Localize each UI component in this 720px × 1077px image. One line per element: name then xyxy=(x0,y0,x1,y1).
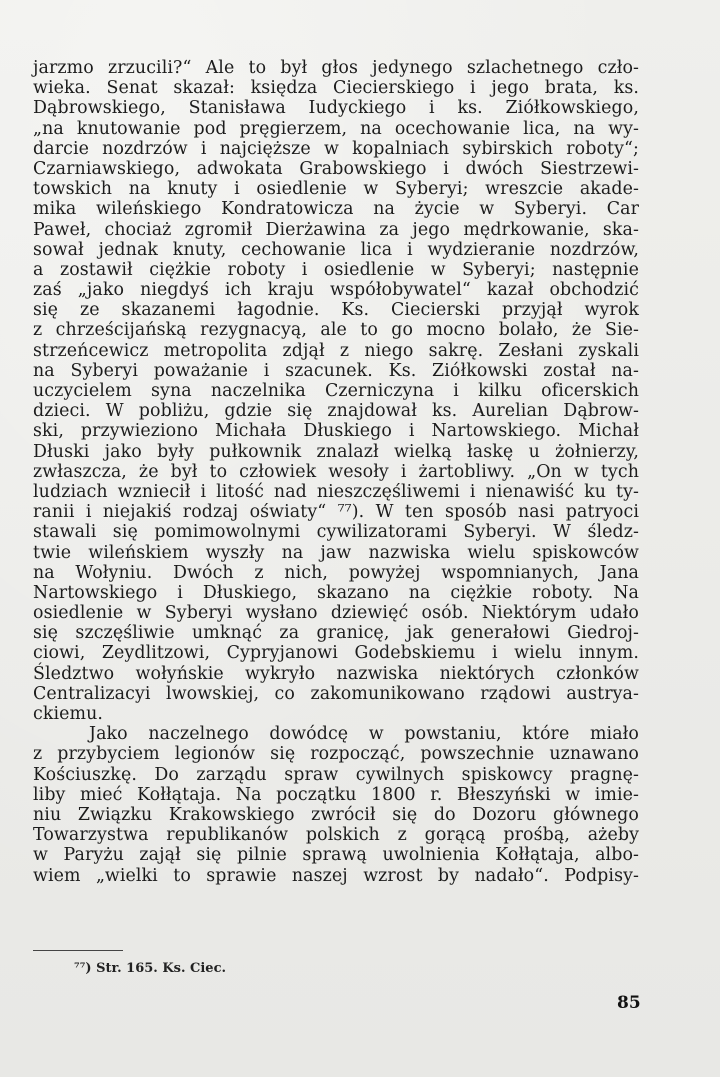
text-line: Kościuszkę. Do zarządu spraw cywilnych spiskowcy pragnę- xyxy=(33,764,639,785)
text-line: ski, przywieziono Michała Dłuskiego i Nartowskiego. Michał xyxy=(33,421,639,442)
text-line: Dłuski jako były pułkownik znalazł wielką łaskę u żołnierzy, xyxy=(33,441,639,462)
text-line: na Syberyi poważanie i szacunek. Ks. Ziółkowski został na- xyxy=(33,360,639,381)
text-line: się szczęśliwie umknąć za granicę, jak generałowi Giedroj- xyxy=(33,623,639,644)
text-line: osiedlenie w Syberyi wysłano dziewięć osób. Niektórym udało xyxy=(33,603,639,624)
page-number: 85 xyxy=(617,993,641,1013)
text-line: się ze skazanemi łagodnie. Ks. Ciecierski przyjął wyrok xyxy=(33,300,639,321)
text-line: sował jednak knuty, cechowanie lica i wydzieranie nozdrzów, xyxy=(33,239,639,260)
text-line: z przybyciem legionów się rozpocząć, powszechnie uznawano xyxy=(33,744,639,765)
text-line: Dąbrowskiego, Stanisława Iudyckiego i ks. Ziółkowskiego, xyxy=(33,98,639,119)
text-line: mika wileńskiego Kondratowicza na życie w Syberyi. Car xyxy=(33,199,639,220)
text-line: na Wołyniu. Dwóch z nich, powyżej wspomnianych, Jana xyxy=(33,562,639,583)
text-line: zaś „jako niegdyś ich kraju współobywatel“ kazał obchodzić xyxy=(33,280,639,301)
text-line: strzeńcewicz metropolita zdjął z niego sakrę. Zesłani zyskali xyxy=(33,340,639,361)
text-line: niu Związku Krakowskiego zwrócił się do Dozoru głównego xyxy=(33,804,639,825)
text-line: liby mieć Kołłątaja. Na początku 1800 r. Błeszyński w imie- xyxy=(33,784,639,805)
text-line: ckiemu. xyxy=(33,704,104,724)
text-line-paragraph-start: Jako naczelnego dowódcę w powstaniu, które miało xyxy=(89,724,639,745)
text-line: jarzmo zrzucili?“ Ale to był głos jedynego szlachetnego czło- xyxy=(33,58,639,78)
text-line: zwłaszcza, że był to człowiek wesoły i żartobliwy. „On w tych xyxy=(33,461,639,482)
text-line: ciowi, Zeydlitzowi, Cypryjanowi Godebskiemu i wielu innym. xyxy=(33,643,639,664)
body-text xyxy=(33,58,639,886)
text-line: Nartowskiego i Dłuskiego, skazano na ciężkie roboty. Na xyxy=(33,582,639,603)
footnote: ⁷⁷) Str. 165. Ks. Ciec. xyxy=(74,961,227,976)
text-line: Czarniawskiego, adwokata Grabowskiego i dwóch Siestrzewi- xyxy=(33,158,639,179)
text-line: uczycielem syna naczelnika Czerniczyna i kilku oficerskich xyxy=(33,381,639,401)
text-line: twie wileńskiem wyszły na jaw nazwiska wielu spiskowców xyxy=(33,542,639,563)
text-line: Paweł, chociaż zgromił Dierżawina za jego mędrkowanie, ska- xyxy=(33,219,639,240)
text-line: wiem „wielki to sprawie naszej wzrost by nadało“. Podpisy- xyxy=(33,865,639,886)
text-line: stawali się pomimowolnymi cywilizatorami Syberyi. W śledz- xyxy=(33,522,639,543)
text-line: towskich na knuty i osiedlenie w Syberyi; wreszcie akade- xyxy=(33,179,639,200)
text-line: ranii i niejakiś rodzaj oświaty“ ⁷⁷). W ten sposób nasi patryoci xyxy=(33,502,639,523)
text-line: w Paryżu zajął się pilnie sprawą uwolnienia Kołłątaja, albo- xyxy=(33,845,639,866)
footnote-divider xyxy=(33,950,123,951)
text-line: wieka. Senat skazał: księdza Ciecierskiego i jego brata, ks. xyxy=(33,78,639,99)
text-line: z chrześcijańską rezygnacyą, ale to go mocno bolało, że Sie- xyxy=(33,320,639,341)
text-line: ludziach wzniecił i litość nad nieszczęśliwemi i nienawiść ku ty- xyxy=(33,481,639,502)
text-line: darcie nozdrzów i najcięższe w kopalniach sybirskich roboty“; xyxy=(33,138,639,159)
text-line: dzieci. W pobliżu, gdzie się znajdował ks. Aurelian Dąbrow- xyxy=(33,401,639,422)
text-line: Śledztwo wołyńskie wykryło nazwiska niektórych członków xyxy=(33,663,639,684)
text-line: a zostawił ciężkie roboty i osiedlenie w Syberyi; następnie xyxy=(33,259,639,280)
text-line: Towarzystwa republikanów polskich z gorącą prośbą, ażeby xyxy=(33,825,639,846)
text-line: Centralizacyi lwowskiej, co zakomunikowano rządowi austrya- xyxy=(33,683,639,704)
text-line: „na knutowanie pod pręgierzem, na ocechowanie lica, na wy- xyxy=(33,118,639,139)
